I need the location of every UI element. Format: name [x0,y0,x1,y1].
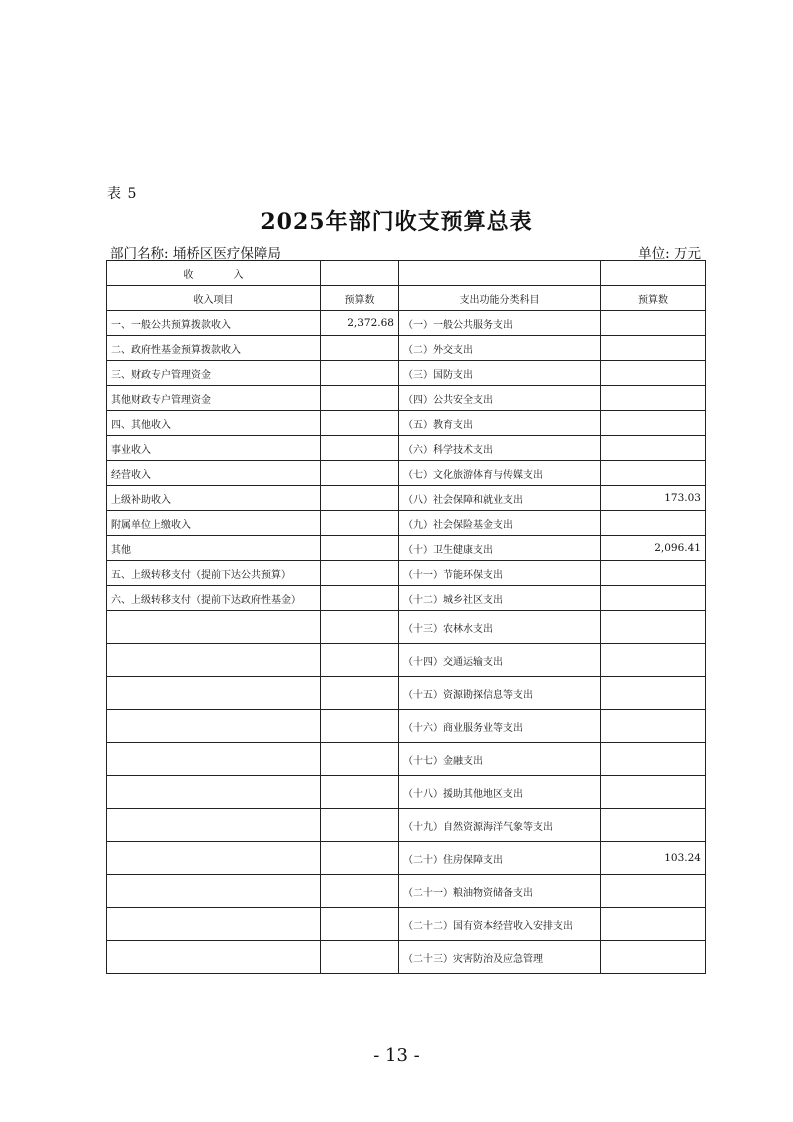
expense-amount-cell: 2,096.41 [601,536,706,561]
table-row [107,461,706,486]
document-title: 2025年部门收支预算总表 [260,209,533,235]
expense-amount-cell [601,908,706,941]
expense-item-cell: （三）国防支出 [399,361,601,386]
table-row [107,743,706,776]
expense-item-cell: （十一）节能环保支出 [399,561,601,586]
column-header-expense-amount: 预算数 [601,286,706,311]
expense-amount-cell [601,411,706,436]
income-item-cell [107,809,321,842]
income-amount-cell [321,842,399,875]
expense-item-cell: （八）社会保障和就业支出 [399,486,601,511]
table-row [107,908,706,941]
expense-amount-cell [601,743,706,776]
expense-amount-cell [601,511,706,536]
expense-item-cell: （十六）商业服务业等支出 [399,710,601,743]
income-item-cell [107,743,321,776]
expense-amount-cell [601,710,706,743]
income-item-cell [107,611,321,644]
expense-amount-cell [601,809,706,842]
income-item-cell [107,677,321,710]
expense-amount-cell [601,361,706,386]
table-row [107,776,706,809]
income-amount-cell [321,908,399,941]
income-amount-cell [321,361,399,386]
income-item-cell [107,776,321,809]
income-item-cell: 一、一般公共预算拨款收入 [107,311,321,336]
expense-item-cell: （四）公共安全支出 [399,386,601,411]
table-number: 表 5 [107,186,138,202]
income-item-cell: 六、上级转移支付（提前下达政府性基金） [107,586,321,611]
expense-item-cell: （二十三）灾害防治及应急管理 [399,941,601,974]
income-item-cell: 四、其他收入 [107,411,321,436]
expense-item-cell: （十七）金融支出 [399,743,601,776]
expense-item-cell: （二十一）粮油物资储备支出 [399,875,601,908]
income-amount-cell [321,561,399,586]
income-group-header: 收 入 [107,261,321,286]
income-amount-cell [321,710,399,743]
expense-item-cell: （十五）资源勘探信息等支出 [399,677,601,710]
group-header-row [107,261,706,286]
group-header-blank [321,261,399,286]
table-row [107,536,706,561]
income-amount-cell [321,436,399,461]
expense-amount-cell [601,941,706,974]
expense-amount-cell [601,336,706,361]
income-amount-cell [321,875,399,908]
table-row [107,386,706,411]
table-row [107,710,706,743]
expense-item-cell: （二十）住房保障支出 [399,842,601,875]
unit-label: 单位: 万元 [638,246,701,262]
table-row [107,644,706,677]
income-amount-cell [321,611,399,644]
table-row [107,561,706,586]
table-row [107,336,706,361]
income-item-cell [107,908,321,941]
income-amount-cell [321,677,399,710]
table-row [107,311,706,336]
income-item-cell: 事业收入 [107,436,321,461]
income-item-cell [107,941,321,974]
income-item-cell: 三、财政专户管理资金 [107,361,321,386]
expense-amount-cell [601,776,706,809]
income-amount-cell [321,743,399,776]
expense-item-cell: （十九）自然资源海洋气象等支出 [399,809,601,842]
table-body [107,261,706,974]
table-row [107,411,706,436]
expense-amount-cell [601,461,706,486]
expense-amount-cell: 173.03 [601,486,706,511]
income-item-cell: 经营收入 [107,461,321,486]
income-amount-cell [321,511,399,536]
income-amount-cell [321,809,399,842]
income-amount-cell [321,941,399,974]
expense-item-cell: （一）一般公共服务支出 [399,311,601,336]
expense-item-cell: （五）教育支出 [399,411,601,436]
income-item-cell [107,875,321,908]
column-header-expense-item: 支出功能分类科目 [399,286,601,311]
expense-amount-cell [601,436,706,461]
income-item-cell [107,710,321,743]
expense-amount-cell [601,386,706,411]
column-header-income-item: 收入项目 [107,286,321,311]
income-amount-cell [321,776,399,809]
column-header-row [107,286,706,311]
expense-item-cell: （十四）交通运输支出 [399,644,601,677]
income-amount-cell [321,336,399,361]
expense-amount-cell [601,561,706,586]
table-row [107,511,706,536]
expense-item-cell: （十三）农林水支出 [399,611,601,644]
department-name: 部门名称: 埇桥区医疗保障局 [110,246,281,262]
income-item-cell: 其他财政专户管理资金 [107,386,321,411]
expense-item-cell: （十）卫生健康支出 [399,536,601,561]
table-row [107,486,706,511]
expense-amount-cell [601,677,706,710]
expense-item-cell: （十八）援助其他地区支出 [399,776,601,809]
expense-amount-cell [601,644,706,677]
expense-item-cell: （二十二）国有资本经营收入安排支出 [399,908,601,941]
expense-amount-cell [601,875,706,908]
table-row [107,611,706,644]
table-row [107,586,706,611]
income-amount-cell [321,411,399,436]
expense-item-cell: （十二）城乡社区支出 [399,586,601,611]
expense-item-cell: （六）科学技术支出 [399,436,601,461]
income-amount-cell [321,486,399,511]
expense-amount-cell: 103.24 [601,842,706,875]
income-item-cell: 其他 [107,536,321,561]
income-amount-cell [321,461,399,486]
table-row [107,361,706,386]
table-row [107,842,706,875]
income-item-cell [107,842,321,875]
income-item-cell: 五、上级转移支付（提前下达公共预算） [107,561,321,586]
table-row [107,941,706,974]
table-row [107,436,706,461]
table-row [107,875,706,908]
income-amount-cell: 2,372.68 [321,311,399,336]
income-item-cell: 上级补助收入 [107,486,321,511]
income-amount-cell [321,644,399,677]
income-amount-cell [321,386,399,411]
group-header-blank [601,261,706,286]
column-header-income-amount: 预算数 [321,286,399,311]
expense-item-cell: （七）文化旅游体育与传媒支出 [399,461,601,486]
expense-item-cell: （二）外交支出 [399,336,601,361]
budget-summary-table [106,260,706,974]
income-amount-cell [321,536,399,561]
table-row [107,677,706,710]
income-amount-cell [321,586,399,611]
expense-amount-cell [601,611,706,644]
income-item-cell: 附属单位上缴收入 [107,511,321,536]
table-row [107,809,706,842]
expense-item-cell: （九）社会保险基金支出 [399,511,601,536]
group-header-blank [399,261,601,286]
income-item-cell: 二、政府性基金预算拨款收入 [107,336,321,361]
page-number: - 13 - [373,1045,420,1066]
expense-amount-cell [601,586,706,611]
expense-amount-cell [601,311,706,336]
income-item-cell [107,644,321,677]
